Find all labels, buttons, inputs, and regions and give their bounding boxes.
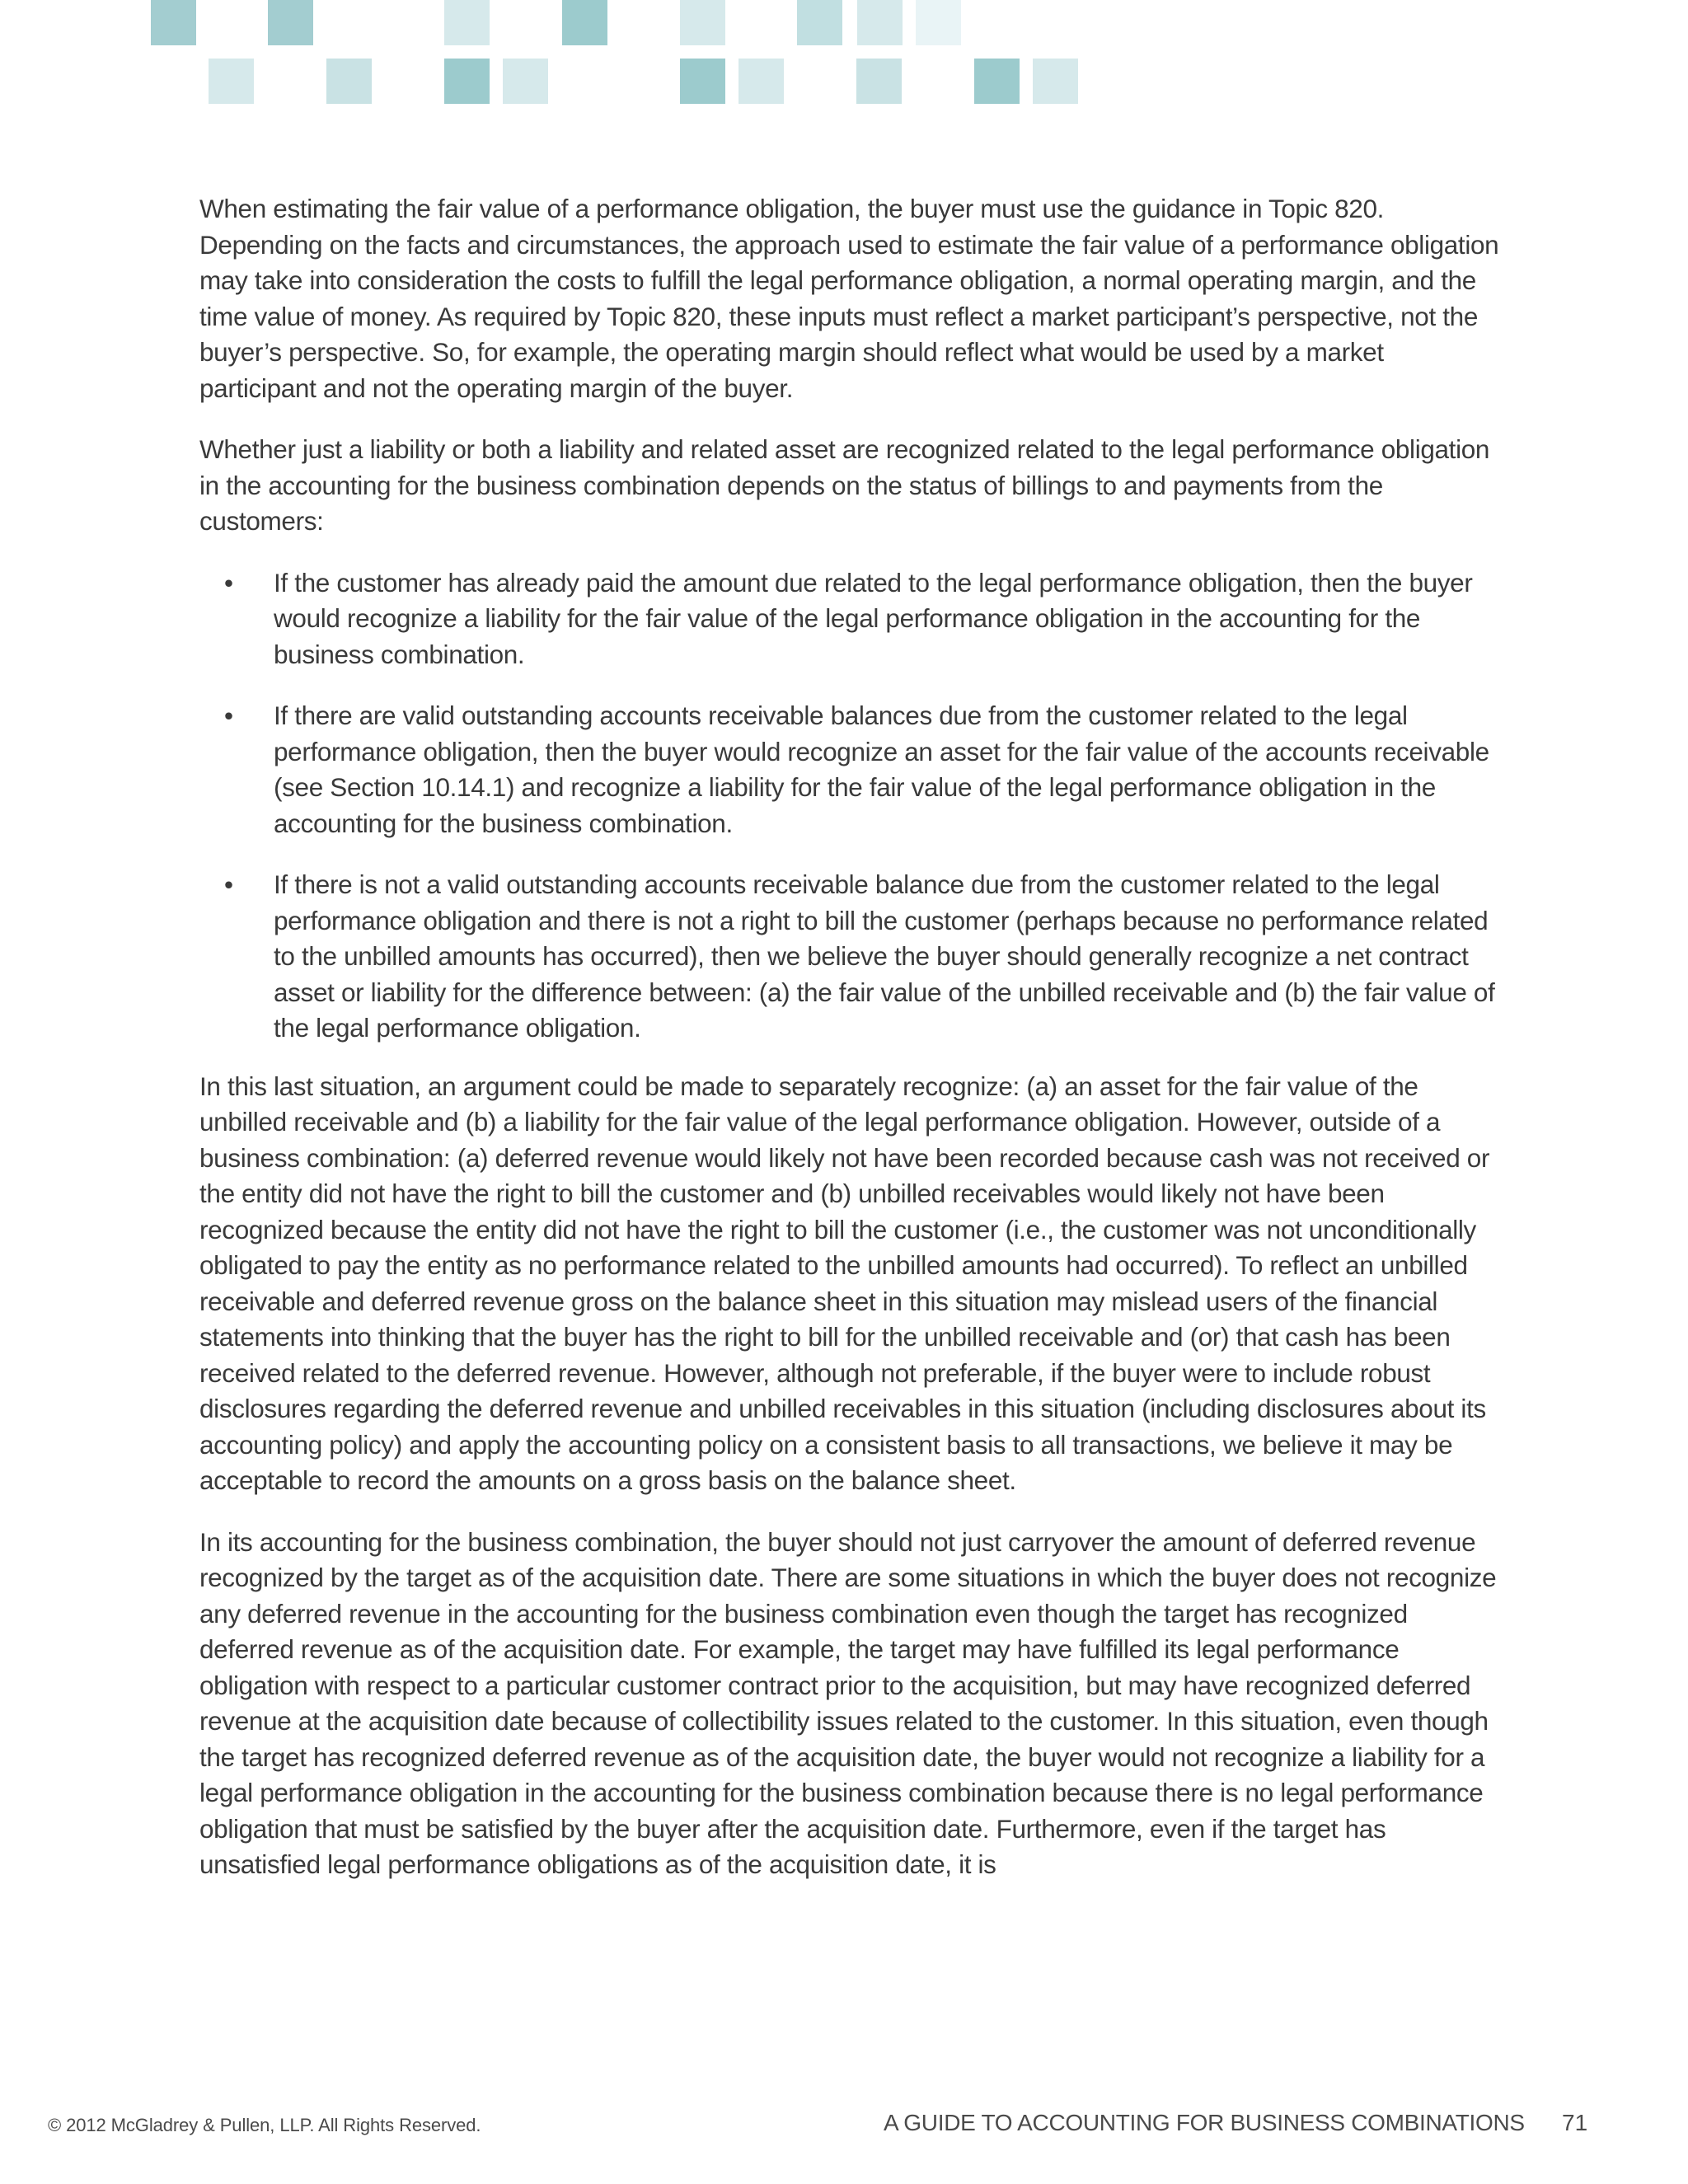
footer-guide-title: A GUIDE TO ACCOUNTING FOR BUSINESS COMBINATIONS bbox=[884, 2110, 1525, 2135]
mosaic-square bbox=[1033, 59, 1078, 104]
mosaic-square bbox=[268, 0, 313, 45]
mosaic-square bbox=[797, 0, 842, 45]
paragraph-gross-basis-argument: In this last situation, an argument could be made to separately recognize: (a) an asset for the fair value of the unbilled receivable and (b) a liability for the fair value of the legal performance obligation. However, outside of a business combination: (a) deferred revenue would likely not have been recorded because cash was not received or the entity did not have the right to bill the customer and (b) unbilled receivables would likely not have been recognized because the entity did not have the right to bill the customer (i.e., the customer was not unconditionally obligated to pay the entity as no performance related to the unbilled amounts had occurred). To reflect an unbilled receivable and deferred revenue gross on the balance sheet in this situation may mislead users of the financial statements into thinking that the buyer has the right to bill for the unbilled receivable and (or) that cash has been received related to the deferred revenue. However, although not preferable, if the buyer were to include robust disclosures regarding the deferred revenue and unbilled receivables in this situation (including disclosures about its accounting policy) and apply the accounting policy on a consistent basis to all transactions, we believe it may be acceptable to record the amounts on a gross basis on the balance sheet. bbox=[199, 1071, 1490, 1495]
header-square-mosaic bbox=[0, 0, 1688, 115]
mosaic-square bbox=[974, 59, 1020, 104]
mosaic-square bbox=[326, 59, 372, 104]
mosaic-square bbox=[503, 59, 548, 104]
page-number: 71 bbox=[1562, 2110, 1588, 2135]
paragraph-fair-value-estimation: When estimating the fair value of a performance obligation, the buyer must use the guidance in Topic 820. Depending on the facts and circumstances, the approach used to estimate the fair value of a performance obligation may take into consideration the costs to fulfill the legal performance obligation, a normal operating margin, and the time value of money. As required by Topic 820, these inputs must reflect a market participant’s perspective, not the buyer’s perspective. So, for example, the operating margin should reflect what would be used by a market participant and not the operating margin of the buyer. bbox=[199, 194, 1499, 403]
mosaic-square bbox=[857, 0, 903, 45]
mosaic-square bbox=[444, 59, 490, 104]
list-item bbox=[199, 867, 1502, 1047]
list-item bbox=[199, 698, 1502, 841]
list-item bbox=[199, 565, 1502, 673]
list-item-text: If there is not a valid outstanding accounts receivable balance due from the customer related to the legal performance obligation and there is not a right to bill the customer (perhaps because no performance related to the unbilled amounts has occurred), then we believe the buyer should generally recognize a net contract asset or liability for the difference between: (a) the fair value of the unbilled receivable and (b) the fair value of the legal performance obligation. bbox=[274, 869, 1495, 1043]
mosaic-square bbox=[856, 59, 902, 104]
bullet-icon: • bbox=[224, 567, 233, 598]
mosaic-square bbox=[151, 0, 196, 45]
mosaic-square bbox=[916, 0, 961, 45]
mosaic-square bbox=[680, 0, 725, 45]
bullet-icon: • bbox=[224, 701, 233, 730]
bullet-icon: • bbox=[224, 869, 233, 899]
mosaic-square bbox=[738, 59, 784, 104]
footer-copyright: © 2012 McGladrey & Pullen, LLP. All Rights Reserved. bbox=[48, 2115, 481, 2135]
list-item-text: If the customer has already paid the amount due related to the legal performance obligation, then the buyer would recognize a liability for the fair value of the legal performance obligation in the accounting for the business combination. bbox=[274, 567, 1473, 669]
mosaic-square bbox=[444, 0, 490, 45]
bullet-list bbox=[199, 565, 1502, 1047]
document-body bbox=[199, 191, 1502, 1909]
paragraph-deferred-revenue-carryover: In its accounting for the business combination, the buyer should not just carryover the amount of deferred revenue recognized by the target as of the acquisition date. There are some situations in which the buyer does not recognize any deferred revenue in the accounting for the business combination even though the target has recognized deferred revenue as of the acquisition date. For example, the target may have fulfilled its legal performance obligation with respect to a particular customer contract prior to the acquisition, but may have recognized deferred revenue at the acquisition date because of collectibility issues related to the customer. In this situation, even though the target has recognized deferred revenue as of the acquisition date, the buyer would not recognize a liability for a legal performance obligation in the accounting for the business combination because there is no legal performance obligation that must be satisfied by the buyer after the acquisition date. Furthermore, even if the target has unsatisfied legal performance obligations as of the acquisition date, it is bbox=[199, 1526, 1497, 1879]
paragraph-liability-recognition: Whether just a liability or both a liability and related asset are recognized related to the legal performance obligation in the accounting for the business combination depends on the status of billings to and payments from the customers: bbox=[199, 434, 1490, 536]
mosaic-square bbox=[680, 59, 725, 104]
mosaic-square bbox=[562, 0, 607, 45]
mosaic-square bbox=[209, 59, 254, 104]
list-item-text: If there are valid outstanding accounts receivable balances due from the customer related to the legal performance obligation, then the buyer would recognize an asset for the fair value of the accounts receivable (see Section 10.14.1) and recognize a liability for the fair value of the legal performance obligation in the accounting for the business combination. bbox=[274, 701, 1489, 838]
